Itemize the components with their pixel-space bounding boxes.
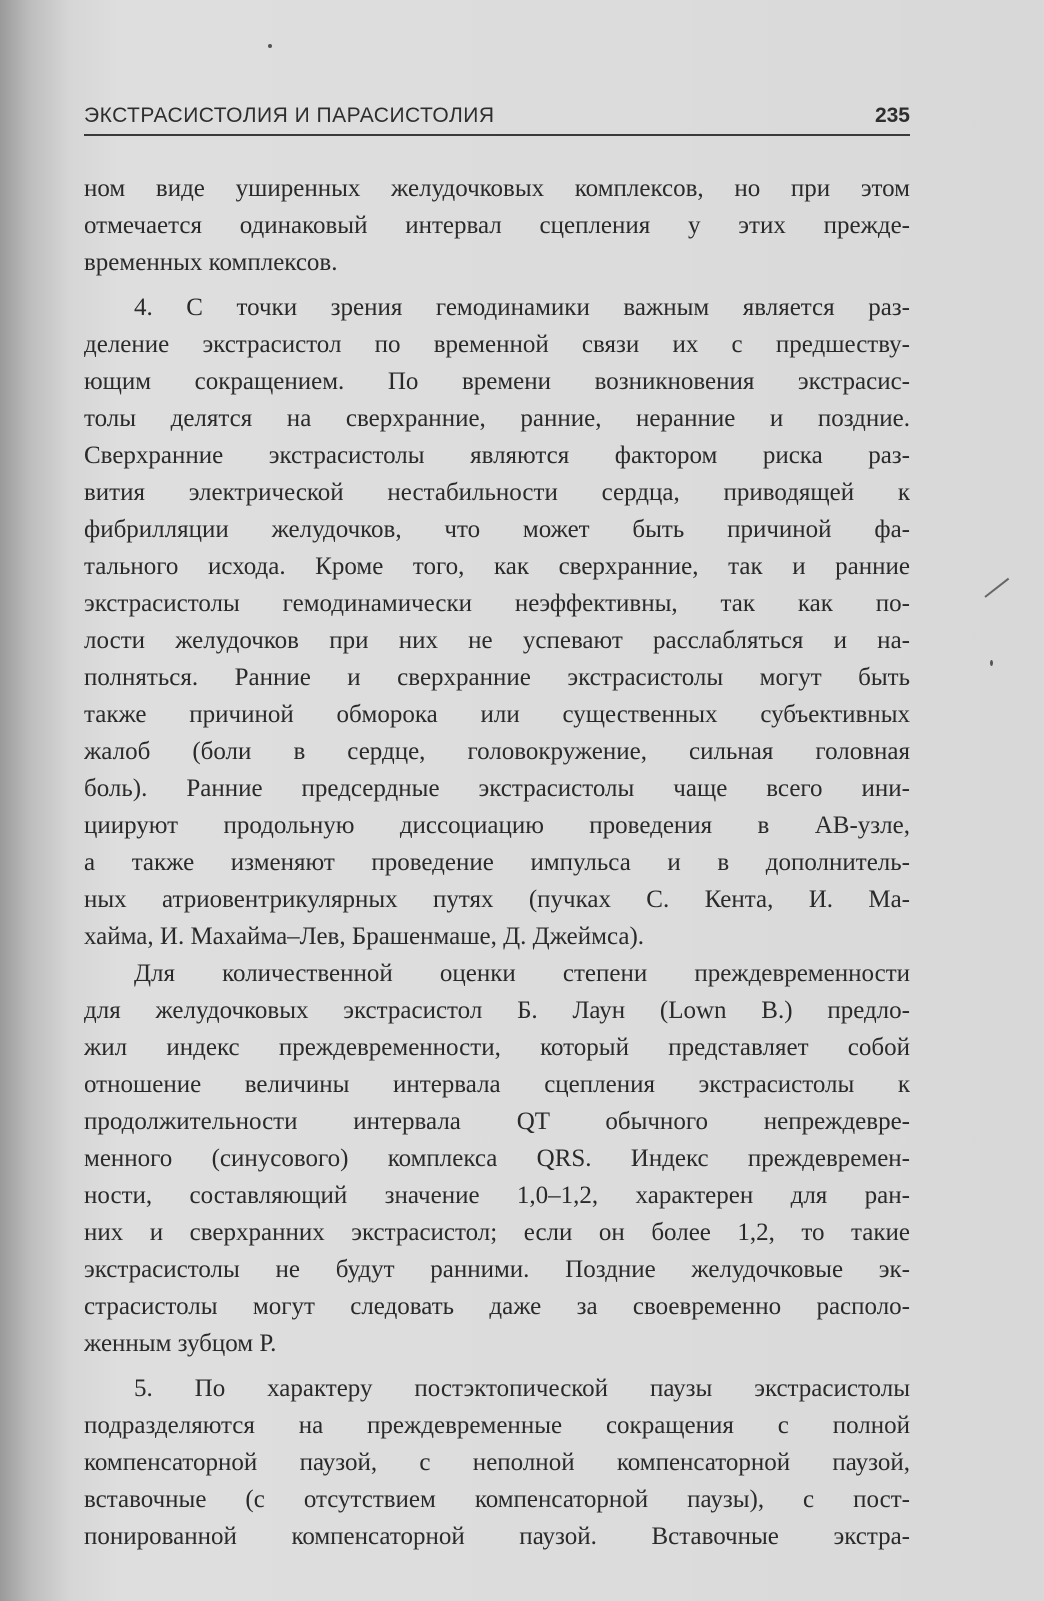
running-title: ЭКСТРАСИСТОЛИЯ И ПАРАСИСТОЛИЯ: [84, 104, 495, 127]
text-line: полняться. Ранние и сверхранние экстрасистолы могут быть: [84, 664, 910, 691]
paragraph-gap: [84, 281, 910, 289]
text-line: компенсаторной паузой, с неполной компенсаторной паузой,: [84, 1449, 910, 1476]
text-line: временных комплексов.: [84, 249, 338, 276]
text-line: толы делятся на сверхранние, ранние, неранние и поздние.: [84, 405, 910, 432]
text-line: понированной компенсаторной паузой. Вставочные экстра-: [84, 1523, 910, 1550]
text-line: экстрасистолы не будут ранними. Поздние желудочковые эк-: [84, 1256, 910, 1283]
text-line: экстрасистолы гемодинамически неэффективны, так как по-: [84, 590, 910, 617]
text-line: деление экстрасистол по временной связи их с предшеству-: [84, 331, 910, 358]
text-line: подразделяются на преждевременные сокращения с полной: [84, 1412, 910, 1439]
text-line: жил индекс преждевременности, который представляет собой: [84, 1034, 910, 1061]
text-line: а также изменяют проведение импульса и в дополнитель-: [84, 849, 910, 876]
text-line: хайма, И. Махайма–Лев, Брашенмаше, Д. Джеймса).: [84, 923, 645, 950]
text-line: ных атриовентрикулярных путях (пучках С. Кента, И. Ма-: [84, 886, 910, 913]
running-head: [84, 104, 910, 136]
text-line: фибрилляции желудочков, что может быть причиной фа-: [84, 516, 910, 543]
text-line: них и сверхранних экстрасистол; если он более 1,2, то такие: [84, 1219, 910, 1246]
text-line: менного (синусового) комплекса QRS. Индекс преждевремен-: [84, 1145, 910, 1172]
text-line: Для количественной оценки степени преждевременности: [134, 960, 910, 987]
text-line: ющим сокращением. По времени возникновения экстрасис-: [84, 368, 910, 395]
paragraph-gap: [84, 1362, 910, 1370]
body-text: [84, 170, 910, 1555]
text-line: жалоб (боли в сердце, головокружение, сильная головная: [84, 738, 910, 765]
text-line: ном виде уширенных желудочковых комплексов, но при этом: [84, 175, 910, 202]
text-line: отмечается одинаковый интервал сцепления у этих прежде-: [84, 212, 910, 239]
print-speck: [268, 44, 272, 48]
text-line: страсистолы могут следовать даже за своевременно располо-: [84, 1293, 910, 1320]
page-number: 235: [874, 104, 910, 127]
text-line: ности, составляющий значение 1,0–1,2, характерен для ран-: [84, 1182, 910, 1209]
text-line: циируют продольную диссоциацию проведения в АВ-узле,: [84, 812, 910, 839]
text-line: 4. С точки зрения гемодинамики важным является раз-: [134, 294, 910, 321]
text-line: продолжительности интервала QT обычного непреждевре-: [84, 1108, 910, 1135]
print-speck: [990, 660, 993, 666]
text-line: также причиной обморока или существенных субъективных: [84, 701, 910, 728]
text-line: тального исхода. Кроме того, как сверхранние, так и ранние: [84, 553, 910, 580]
text-line: 5. По характеру постэктопической паузы экстрасистолы: [134, 1375, 910, 1402]
text-line: Сверхранние экстрасистолы являются фактором риска раз-: [84, 442, 910, 469]
text-line: для желудочковых экстрасистол Б. Лаун (Lown B.) предло-: [84, 997, 910, 1024]
text-line: отношение величины интервала сцепления экстрасистолы к: [84, 1071, 910, 1098]
text-line: женным зубцом Р.: [84, 1330, 277, 1357]
text-line: вставочные (с отсутствием компенсаторной паузы), с пост-: [84, 1486, 910, 1513]
text-line: вития электрической нестабильности сердца, приводящей к: [84, 479, 910, 506]
text-line: лости желудочков при них не успевают расслабляться и на-: [84, 627, 910, 654]
pencil-mark: [984, 578, 1009, 598]
text-line: боль). Ранние предсердные экстрасистолы чаще всего ини-: [84, 775, 910, 802]
